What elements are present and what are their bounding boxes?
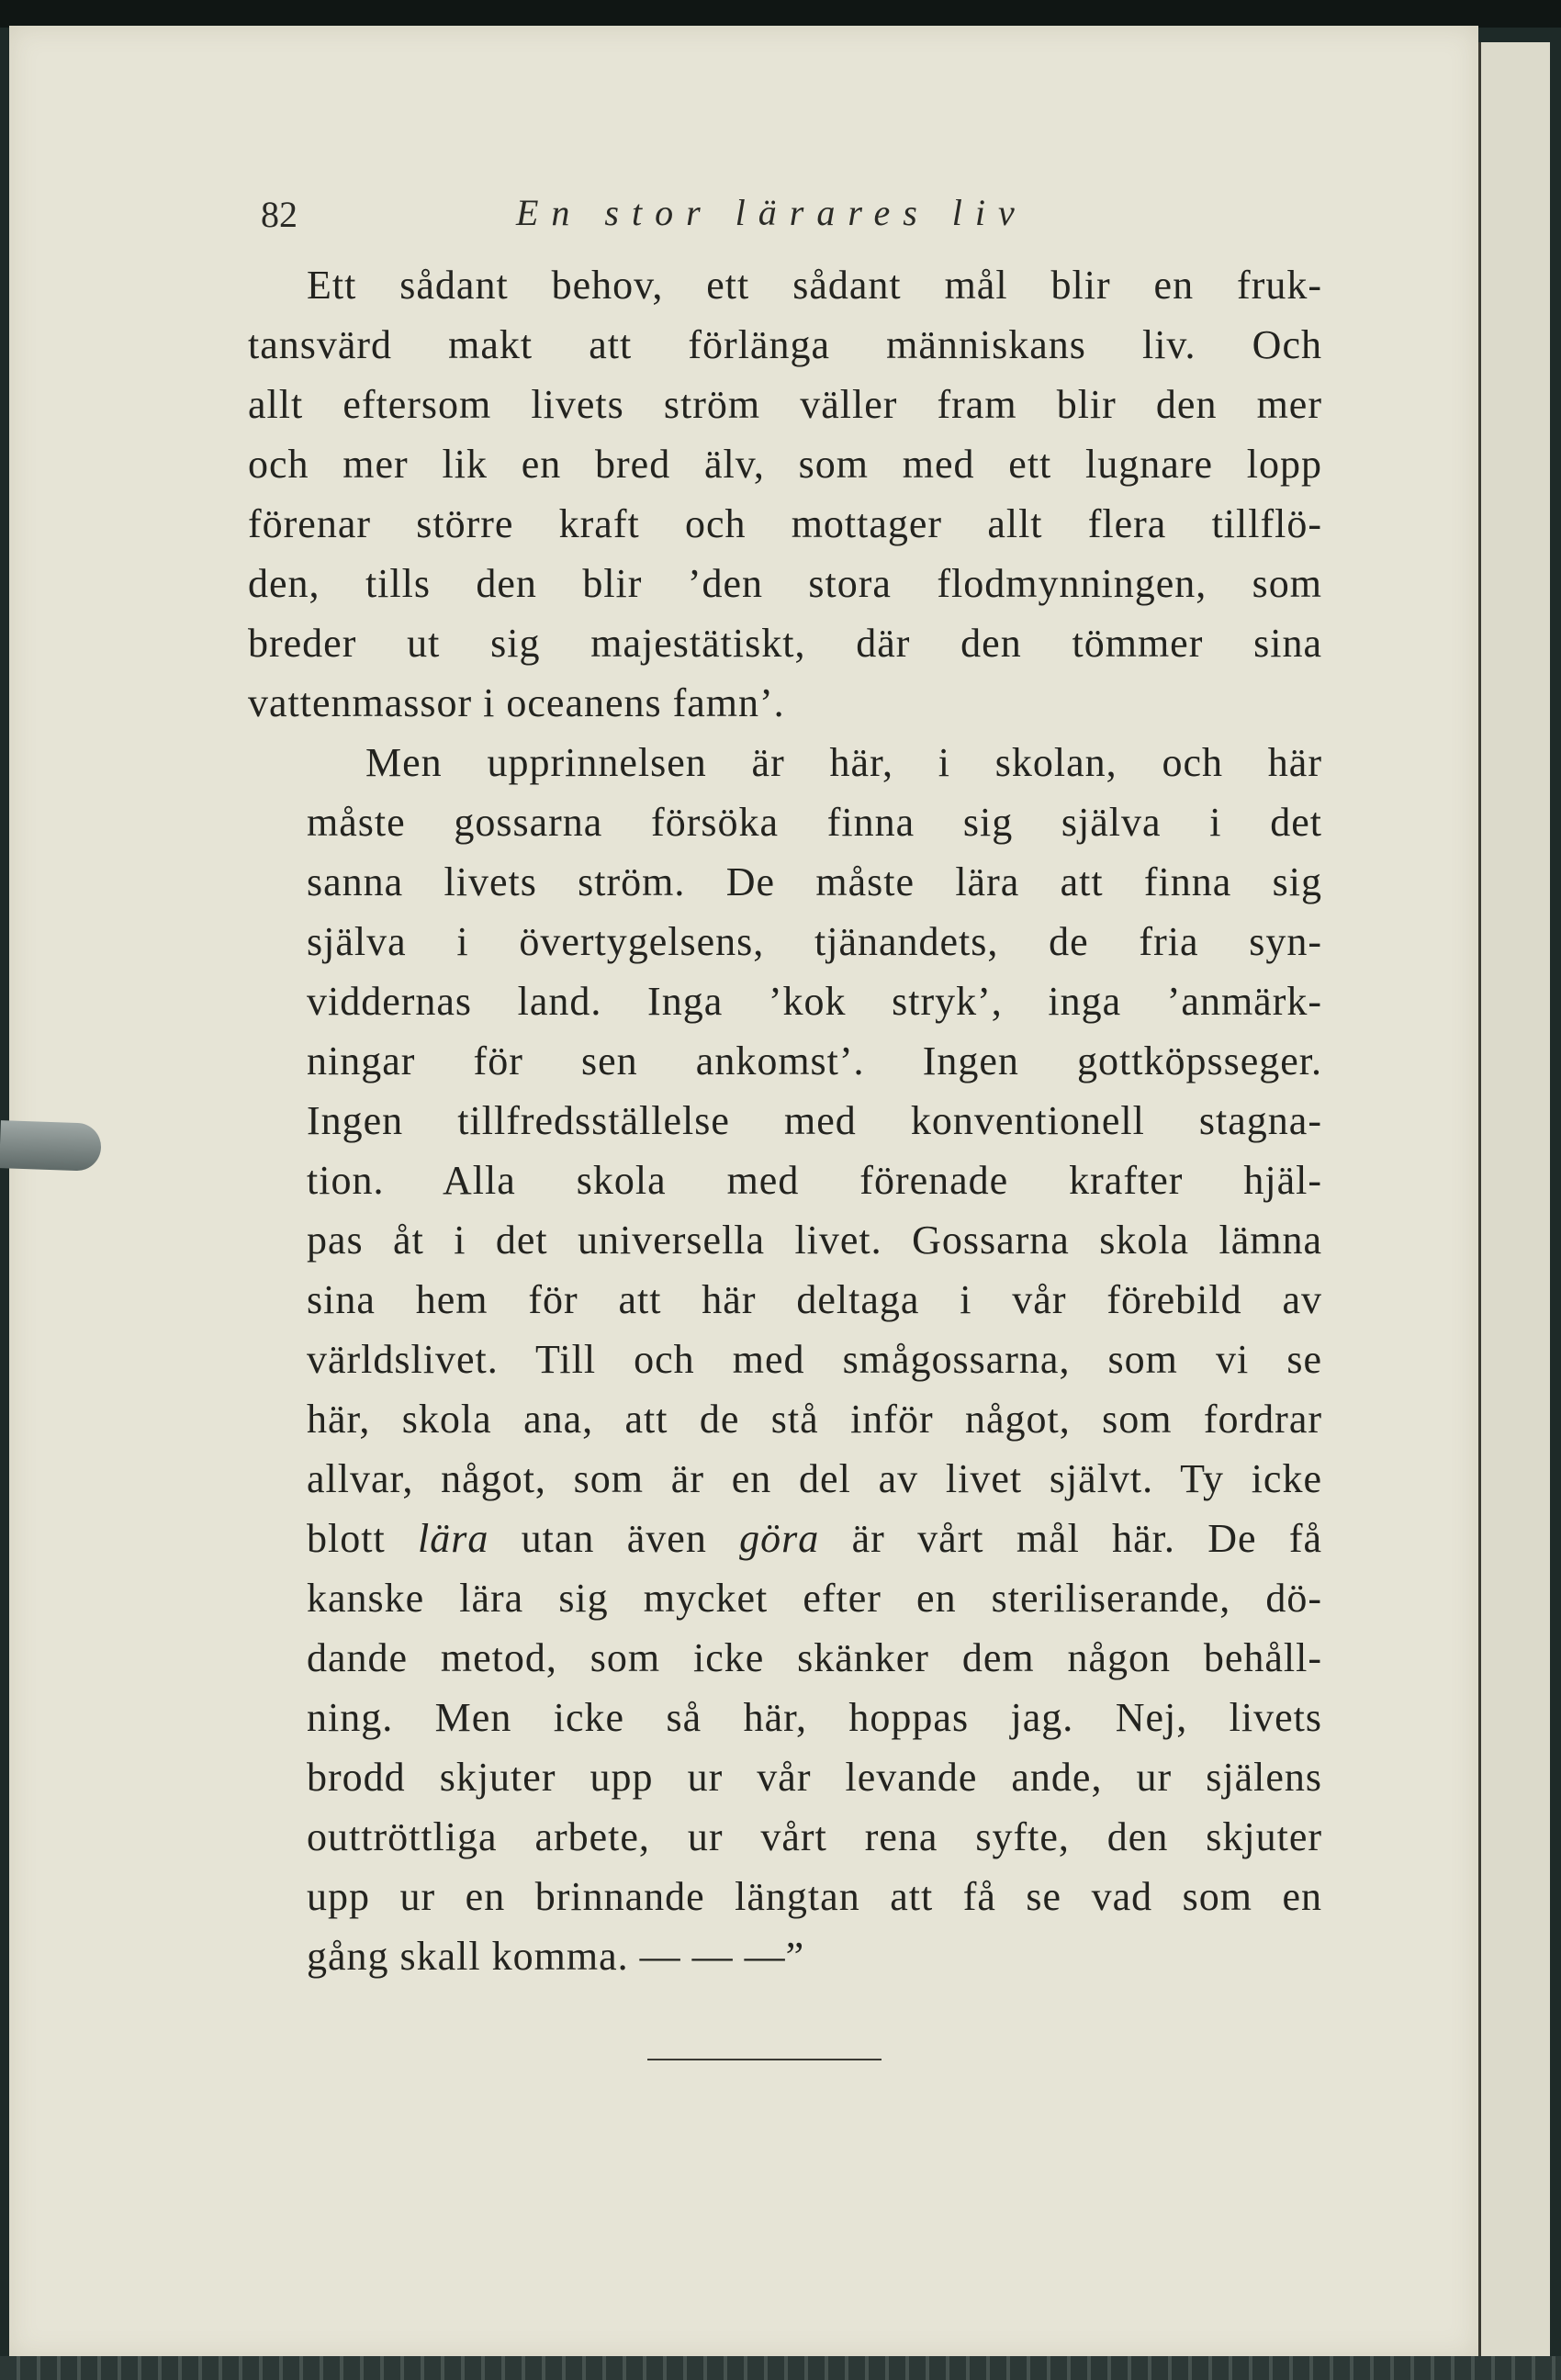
running-title: En stor lärares liv bbox=[516, 192, 1028, 233]
text-line: gång skall komma. — — —” bbox=[307, 1934, 805, 1979]
text-line: pas åt i det universella livet. Gossarna skola lämna bbox=[307, 1218, 1322, 1263]
paragraph bbox=[248, 255, 1322, 733]
text-line: allvar, något, som är en del av livet självt. Ty icke bbox=[307, 1456, 1322, 1501]
text-line: outtröttliga arbete, ur vårt rena syfte, den skjuter bbox=[307, 1814, 1322, 1859]
page-header bbox=[261, 193, 1087, 248]
page-number: 82 bbox=[261, 194, 298, 235]
text-line: allt eftersom livets ström väller fram blir den mer bbox=[248, 382, 1322, 427]
text-line: Ingen tillfredsställelse med konventionell stagna- bbox=[307, 1098, 1322, 1143]
paragraph bbox=[248, 733, 1322, 1986]
scan-top-edge bbox=[0, 0, 1561, 28]
scan-bottom-strip bbox=[0, 2356, 1561, 2380]
body-text bbox=[248, 255, 1322, 1986]
end-rule bbox=[647, 2059, 882, 2060]
text-line: ning. Men icke så här, hoppas jag. Nej, livets bbox=[307, 1695, 1322, 1740]
text-line: vattenmassor i oceanens famn’. bbox=[248, 680, 785, 725]
text-line: världslivet. Till och med smågossarna, som vi se bbox=[307, 1337, 1322, 1382]
text-line: breder ut sig majestätiskt, där den tömmer sina bbox=[248, 621, 1322, 666]
text-line: förenar större kraft och mottager allt flera tillflö- bbox=[248, 501, 1322, 546]
text-line: sina hem för att här deltaga i vår förebild av bbox=[307, 1277, 1322, 1322]
text-line: tion. Alla skola med förenade krafter hjäl- bbox=[307, 1158, 1322, 1203]
next-page-edge bbox=[1478, 42, 1550, 2356]
text-line: den, tills den blir ’den stora flodmynningen, som bbox=[248, 561, 1322, 606]
page-clip bbox=[0, 1120, 102, 1172]
text-line: själva i övertygelsens, tjänandets, de fria syn- bbox=[307, 919, 1322, 964]
text-line: Ett sådant behov, ett sådant mål blir en fruk- bbox=[307, 263, 1322, 308]
text-line: måste gossarna försöka finna sig själva i det bbox=[307, 800, 1322, 845]
text-line: sanna livets ström. De måste lära att finna sig bbox=[307, 859, 1322, 904]
text-line: brodd skjuter upp ur vår levande ande, ur själens bbox=[307, 1755, 1322, 1800]
text-line: dande metod, som icke skänker dem någon behåll- bbox=[307, 1635, 1322, 1680]
text-line: viddernas land. Inga ’kok stryk’, inga ’anmärk- bbox=[307, 979, 1322, 1024]
text-line: tansvärd makt att förlänga människans liv. Och bbox=[248, 322, 1322, 367]
text-line: Men upprinnelsen är här, i skolan, och här bbox=[365, 740, 1322, 785]
text-line: upp ur en brinnande längtan att få se vad som en bbox=[307, 1874, 1322, 1919]
text-line: blott lära utan även göra är vårt mål här. De få bbox=[307, 1516, 1322, 1561]
text-line: ningar för sen ankomst’. Ingen gottköpsseger. bbox=[307, 1038, 1322, 1083]
text-line: kanske lära sig mycket efter en steriliserande, dö- bbox=[307, 1576, 1322, 1621]
text-line: här, skola ana, att de stå inför något, som fordrar bbox=[307, 1397, 1322, 1442]
text-line: och mer lik en bred älv, som med ett lugnare lopp bbox=[248, 442, 1322, 487]
